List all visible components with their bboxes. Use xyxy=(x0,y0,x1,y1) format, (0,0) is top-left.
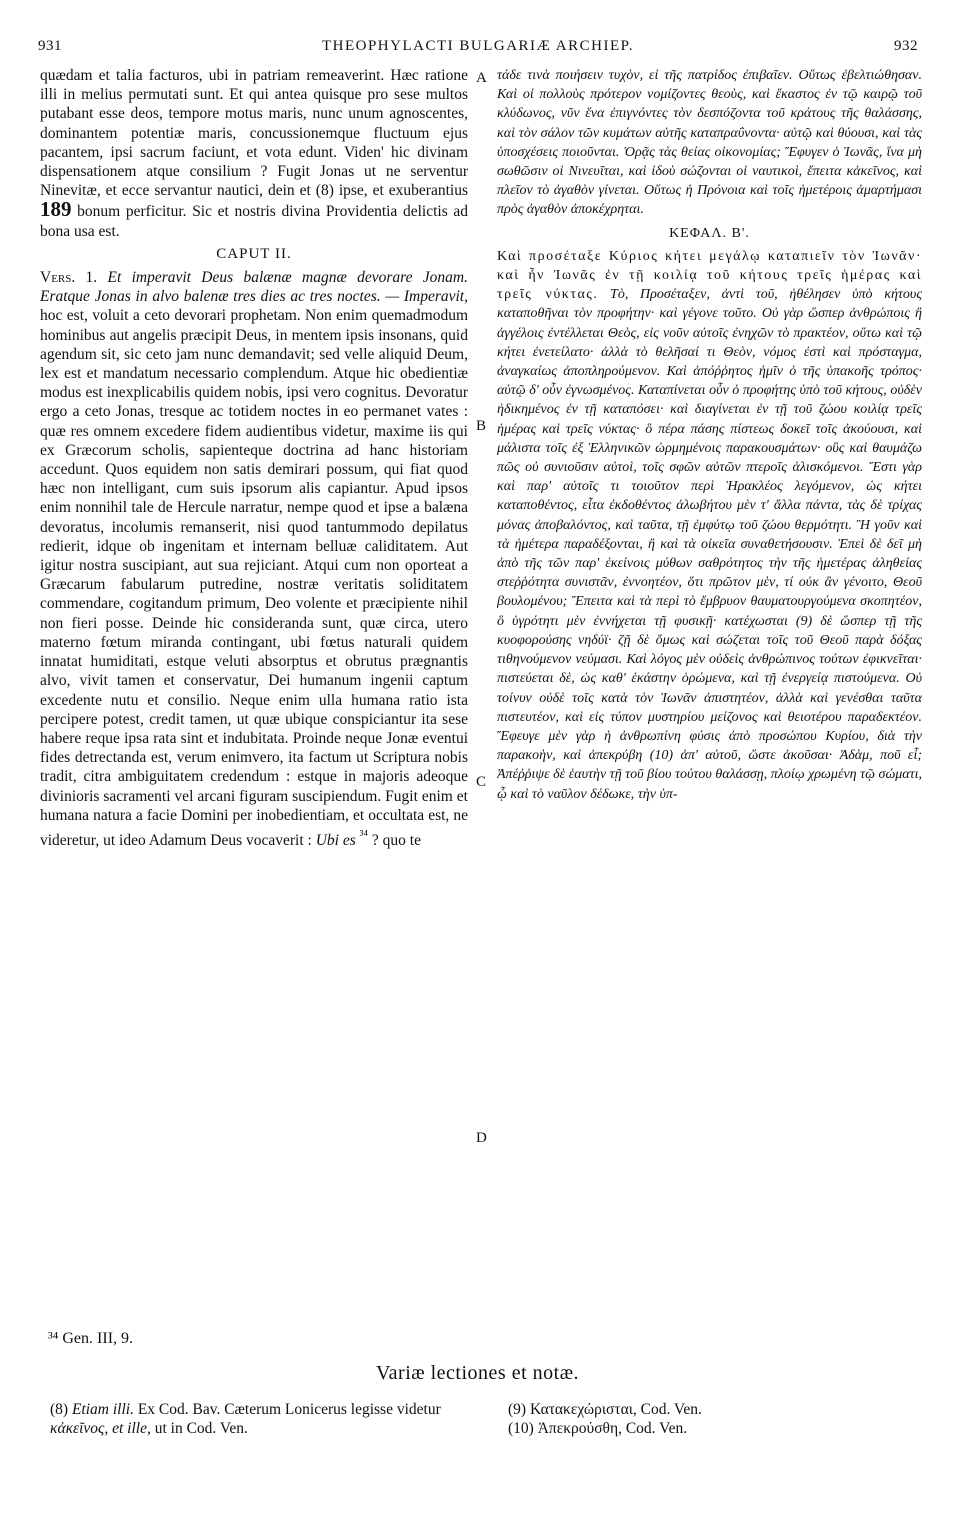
running-title: THEOPHYLACTI BULGARIÆ ARCHIEP. xyxy=(321,38,635,54)
note-9: (9) Κατακεχώρισται, Cod. Ven. xyxy=(508,1401,702,1418)
latin-intro-paragraph xyxy=(40,66,468,241)
greek-column xyxy=(497,66,922,1321)
latin-verse-text: Et imperavit Deus balænæ magnæ devorare Jonam. Eratque Jonas in alvo balenæ tres dies ac tres noctes. xyxy=(40,269,468,306)
note-8 xyxy=(50,1400,470,1438)
note-10: (10) Ἀπεκρούσθη, Cod. Ven. xyxy=(508,1420,688,1437)
imperavit-lemma: — Imperavit, xyxy=(385,288,468,306)
latin-intro-end: bonum perficitur. Sic et nostris divina Providentia delictis ad bona usa est. xyxy=(40,203,468,240)
latin-column xyxy=(40,66,468,1321)
notes-left xyxy=(50,1400,470,1438)
kephal-heading: ΚΕΦΑΛ. Β'. xyxy=(669,225,750,241)
latin-intro-text: quædam et talia facturos, ubi in patriam remeaverint. Hæc ratione illi in melius permutati sunt. Et qui antea quisque pro sese multos putabant esse deos, tempore motus maris, nunc unum agnoscentes, dominantem potentiæ maris, concussionemque fluctuum ejus pacantem, ipsi sacrum faciunt, et vota edunt. Viden' hic divinam dispensationem atque consilium ? Fugit Jonas ut ne serventur Ninevitæ, et ecce servantur nautici, dein et (8) ipse, et exuberantius xyxy=(40,67,468,200)
margin-letter-c: C xyxy=(476,774,487,790)
margin-letter-a: A xyxy=(476,70,487,86)
notes-right xyxy=(508,1400,908,1438)
verse-label: Vers. 1. xyxy=(40,269,98,287)
greek-intro-paragraph: τάδε τινὰ ποιήσειν τυχὸν, εἰ τῆς πατρίδος ἐπιβαῖεν. Οὕτως ἐβελτιώθησαν. Καὶ οἱ πολλοὺς πρότερον νομίζοντες θεοὺς, καὶ ἕκαστος ἐν τῷ καιρῷ τοῦ κλύδωνος, νῦν ἕνα ἐπιγνόντες τὸν δεσπόζοντα τοῦ κράτους τῆς θαλάσσης, καὶ τὸν σάλον τῶν κυμάτων αὐτῆς καταπραΰνοντα· αὐτῷ καὶ θύουσι, καὶ τὰς ὑποσχέσεις ποιοῦνται. Ὁρᾷς τὰς θείας οἰκονομίας; Ἔφυγεν ὁ Ἰωνᾶς, ἵνα μὴ σωθῶσιν οἱ Νινευῖται, καὶ ἰδοὺ σώζονται οἱ ναυτικοὶ, ἔπειτα κἀκεῖνος, καὶ πλεῖον τὸ ἀγαθὸν γίνεται. Οὕτως ἡ Πρόνοια καὶ τοῖς ἡμετέροις ἁμαρτήμασι πρὸς ἀγαθὸν ἀποκέχρηται. xyxy=(497,68,922,218)
note-8-label: (8) xyxy=(50,1401,69,1418)
page-header xyxy=(38,38,918,60)
margin-letter-b: B xyxy=(476,418,487,434)
footnote-marker: ³⁴ xyxy=(359,826,369,842)
latin-body-end: ? quo te xyxy=(371,832,421,850)
page-number-right: 932 xyxy=(894,38,918,54)
latin-body-text: hoc est, voluit a ceto devorari prophetam. Non enim quemadmodum hominibus aut angelis præcipit Deus, in mentem ipsis insonans, quid agendum sit, sic ceto jam nunc demandavit; sed velle aliquid Deum, lex est et mandatum necessario complendum. Atque hic obedientiæ modus est inexplicabilis quidem nobis, ipsi vero cognitus. Devoratur ergo a ceto Jonas, tresque ac totidem noctes in eo permanet vates : quæ res omnem excedere fidem audientibus videtur, maxime iis qui ex Græcorum scholis, sapienteque doctrina ad hanc historiam accedunt. Quos equidem non satis demirari possum, qui fiat quod hæc non intelligant, cum suis ipsorum alis capiantur. Apud ipsos enim nonnihil tale de Hercule narratur, nempe quod et ipse a balæna devoratus, incolumis remanserit, nisi quod tantummodo depilatus redierit, idque ob ingenitam et internam belluæ caliditatem. Aut igitur nostra suscipiant, aut sua rejiciant. Atqui cum non oporteat a Græcarum fabularum putredine, nostræ veritatis soliditatem commendare, cogitandum primum, Deo volente et præcipiente nihil non fieri posse. Deinde hic consideranda sunt, quæ circa, utero materno fœtum miranda contingant, ubi fœtus naturali quidem innatat humiditati, estque veluti absorptus et obrutus prægnantis alvo, vivit tamen et conservatur, Dei humanum ingenii captum excedente nutu et consilio. Neque enim ulla humana ratio ista percipere potest, credit tamen, ut quæ ubique conspiciantur ita sese habere reque ipsa rata sint et indubitata. Proinde neque Jonæ eventui fides detrectanda est, verum enimvero, ita factum ut Scriptura nobis tradit, citra ambiguitatem credendum : estque in majoris adeoque divinioris sacramenti vel arcani figuram suscipiendum. Fugit enim et humana natura a facie Domini per inobedientiam, et occultata est, ne videretur, ut ideo Adamum Deus vocaverit : xyxy=(40,307,468,850)
greek-verse-text: Καὶ προσέταξε Κύριος κήτει μεγάλῳ καταπιεῖν τὸν Ἰωνᾶν· καὶ ἦν Ἰωνᾶς ἐν τῇ κοιλίᾳ τοῦ κήτους τρεῖς ἡμέρας καὶ τρεῖς νύκτας. xyxy=(497,248,922,303)
caput-heading: CAPUT II. xyxy=(216,245,292,262)
greek-body-paragraph xyxy=(497,247,922,804)
latin-body-paragraph xyxy=(40,268,468,850)
page-number-left: 931 xyxy=(38,38,62,54)
ubi-es-quote: Ubi es xyxy=(315,832,356,850)
greek-body-text: Τὸ, Προσέταξεν, ἀντὶ τοῦ, ἠθέλησεν ὑπὸ κήτους καταποθῆναι τὸν προφήτην· καὶ γέγονε τοῦτο. Οὐ γὰρ ὥσπερ ἀνθρώποις ἢ ἀγγέλοις ἐντέλλεται Θεὸς, εἰς νοῦν αὐτοῖς ἐνηχῶν τὸ πρακτέον, οὕτω καὶ τῷ κήτει ἐνετείλατο· ἀλλὰ τὸ θελῆσαί τι Θεὸν, νόμος ἐστὶ καὶ πρόσταγμα, ἀναγκαίως ἀποπληρούμενον. Καὶ ἀπόῤῥητος ἡμῖν ὁ τῆς ὑπακοῆς τρόπος· αὐτῷ δ' οὖν ἐγνωσμένος. Καταπίνεται οὖν ὁ προφήτης ὑπὸ τοῦ κήτους, οὐδὲν ἠδικημένος ἐν τῇ καταπόσει· καὶ διαγίνεται ἐν τῇ τοῦ ζώου κοιλίᾳ τρεῖς ἡμέρας καὶ τρεῖς νύκτας· ὃ πέρα πάσης πίστεως δοκεῖ τοῖς ἀκούουσι, καὶ μάλιστα τοῖς ἐξ Ἑλληνικῶν ὡρμημένοις παρακουσμάτων· οὓς καὶ θαυμάζω πῶς οὐ συνιοῦσιν αὐτοὶ, τοῖς σφῶν αὐτῶν πτεροῖς ἁλισκόμενοι. Ἔστι γὰρ καὶ παρ' αὐτοῖς τι τοιοῦτον περὶ Ἡρακλέος λεγόμενον, ὡς κήτει καταποθέντος, εἶτα ἐκδοθέντος ἀλωβήτου μὲν τ' ἄλλα πάντα, τὰς δὲ τρίχας μόνας ἀποβαλόντος, καὶ ταῦτα, τῇ ἐμφύτῳ τοῦ ζώου θερμότητι. Ἢ γοῦν καὶ τὰ ἡμέτερα παραδέξονται, ἢ καὶ τὰ οἰκεῖα συναθετήσουσιν. Ἐπεὶ δὲ δεῖ μὴ ἀπὸ τῆς τῶν παρ' ἐκείνοις μύθων σαθρότητος τὴν τῆς ἡμετέρας ἀληθείας στεῤῥότητα συνιστᾶν, ἐννοητέον, ὅτι πρῶτον μὲν, τί οὐκ ἂν γένοιτο, Θεοῦ βουλομένου; Ἔπειτα καὶ τὰ περὶ τὸ ἔμβρυον θαυματουργούμενα σκοπητέον, ὃ ὑγρότητι μὲν ἐννήχεται τῇ φυσικῇ· κατέχωσται (9) δὲ ὥσπερ τῇ τῆς κυοφορούσης νηδύϊ· ζῇ δὲ ὅμως καὶ σώζεται τοῖς τοῦ Θεοῦ παρὰ δόξας τιθηνούμενον νεύμασι. Καὶ λόγος μὲν οὐδεὶς ἀνθρώπινος τούτων ἐφικνεῖται· πιστεύεται δὲ, ὡς καθ' ἑκάστην ὁρώμενα, καὶ τῇ ἐνεργείᾳ πιστούμενα. Οὐ τοίνυν οὐδὲ τοῖς κατὰ τὸν Ἰωνᾶν ἀπιστητέον, ἀλλὰ καὶ γενέσθαι ταῦτα πιστευτέον, καὶ εἰς τύπον μυστηρίου μείζονος καὶ θειοτέρου παραδεκτέον. Ἔφευγε μὲν γὰρ ἡ ἀνθρωπίνη φύσις ἀπὸ προσώπου Κυρίου, διὰ τὴν παρακοὴν, καὶ ἀπεκρύβη (10) ἀπ' αὐτοῦ, ὥστε ἀκοῦσαι· Ἀδὰμ, ποῦ εἶ; Ἀπέῤῥιψε δὲ ἑαυτὴν τῇ τοῦ βίου τούτου θαλάσσῃ, πλοίῳ χρωμένη τῷ σώματι, ᾧ καὶ τὸ ναῦλον δέδωκε, τὴν ὑπ- xyxy=(497,287,922,802)
variae-lectiones-heading: Variæ lectiones et notæ. xyxy=(375,1362,580,1384)
column-number: 189 xyxy=(40,197,72,222)
note-8-end: ut in Cod. Ven. xyxy=(154,1420,248,1437)
note-8-lemma: Etiam illi. xyxy=(71,1401,134,1418)
note-8-text: Ex Cod. Bav. Cæterum Lonicerus legisse videtur xyxy=(137,1401,441,1418)
scripture-footnote: ³⁴ Gen. III, 9. xyxy=(48,1330,134,1347)
note-8-greek: κἀκεῖνος, xyxy=(50,1420,109,1437)
note-8-latin: et ille, xyxy=(112,1420,151,1437)
margin-letter-d: D xyxy=(476,1130,487,1146)
